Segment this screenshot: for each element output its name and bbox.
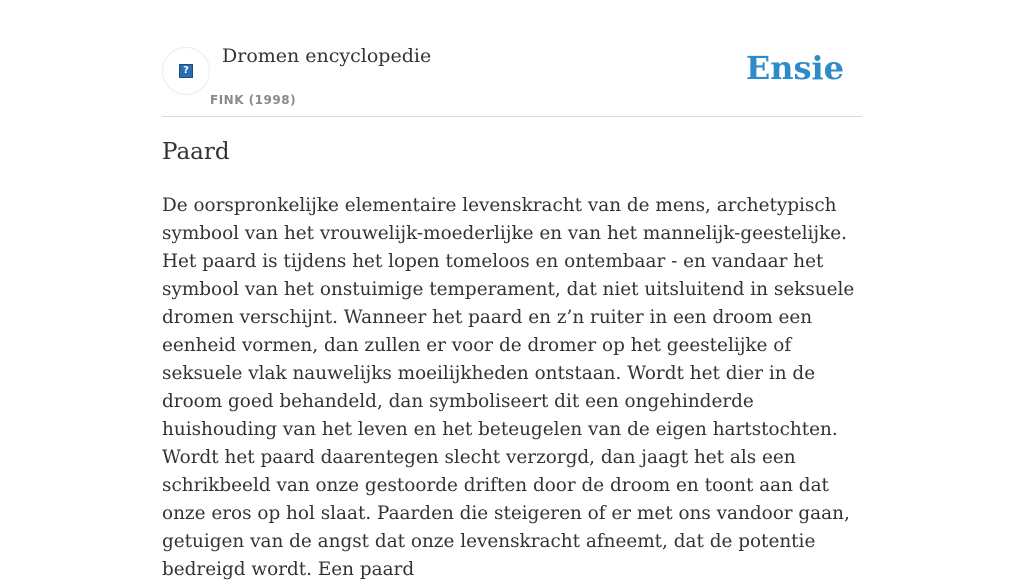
source-avatar[interactable] — [162, 47, 210, 95]
source-title[interactable]: Dromen encyclopedie — [222, 45, 432, 67]
entry-title: Paard — [162, 139, 230, 165]
question-mark-icon: ? — [179, 64, 193, 78]
entry-header — [162, 0, 862, 117]
source-author[interactable]: FINK (1998) — [210, 93, 297, 107]
ensie-logo[interactable]: Ensie — [745, 49, 844, 87]
entry-body: De oorspronkelijke elementaire levenskracht van de mens, archetypisch symbool van het vrouwelijk-moederlijke en van het mannelijk-geestelijke. Het paard is tijdens het lopen tomeloos en ontembaar - en vandaar het symbool van het onstuimige temperament, dat niet uitsluitend in seksuele dromen verschijnt. Wanneer het paard en z’n ruiter in een droom een eenheid vormen, dan zullen er voor de dromer op het geestelijke of seksuele vlak nauwelijks moeilijkheden ontstaan. Wordt het dier in de droom goed behandeld, dan symboliseert dit een ongehinderde huishouding van het leven en het beteugelen van de eigen hartstochten. Wordt het paard daarentegen slecht verzorgd, dan jaagt het als een schrikbeeld van onze gestoorde driften door de droom en toont aan dat onze eros op hol slaat. Paarden die steigeren of er met ons vandoor gaan, getuigen van de angst dat onze levenskracht afneemt, dat de potentie bedreigd wordt. Een paard — [162, 195, 855, 580]
page-content — [162, 0, 862, 580]
